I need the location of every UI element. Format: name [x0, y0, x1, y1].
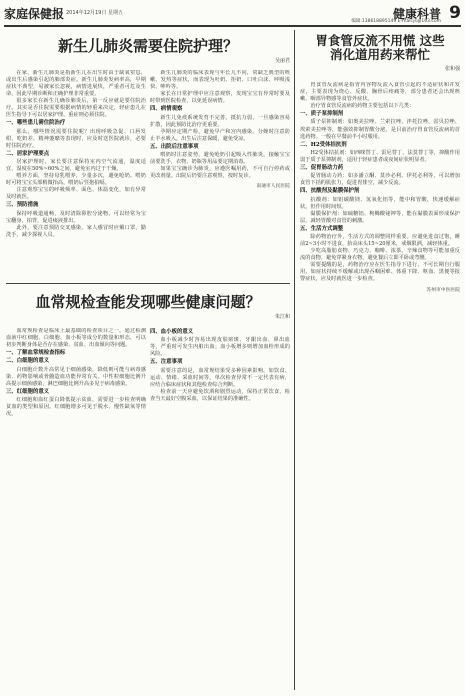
paragraph: 新生儿肺炎的临床表现与年长儿不同，常缺乏典型的咳嗽、发热等症状，而表现为吐奶、拒奶、口吐白沫、呼吸浅快、呻吟等。	[150, 70, 290, 91]
paragraph: 喂养方面，坚持母乳喂养，少量多次，避免呛奶。喂奶时可将宝宝头部稍微抬高，喂奶后竖抱拍嗝。	[6, 173, 146, 187]
article1-column-2	[150, 70, 290, 278]
page-number: 9	[449, 3, 461, 23]
paragraph: 少吃高脂肪食物、巧克力、咖啡、浓茶、辛辣食物等可能加重反流的食物，避免穿紧身衣物，避免餐后立即平卧或弯腰。	[300, 248, 460, 262]
article2-author: 朱江和	[274, 314, 290, 321]
column-divider	[294, 30, 295, 690]
paragraph: 新生儿免疫系统发育不完善，抵抗力弱，一旦感染容易扩散，因此预防比治疗更重要。	[150, 114, 290, 128]
article2-title-block	[6, 290, 290, 332]
paragraph: 喂奶时注意姿势，避免呛奶引起吸入性肺炎。接触宝宝前要洗手，衣物、奶瓶等用品要定期消毒。	[150, 152, 290, 166]
subheading: 五、出院后注意事项	[150, 143, 199, 150]
paragraph: 除药物治疗外，生活方式的调整同样重要。应避免进食过饱，睡前2~3小时不进食，抬高床头15~20厘米，戒烟限酒，减轻体重。	[300, 234, 460, 248]
newspaper-name: 家庭保健报	[4, 7, 65, 21]
subheading: 一、了解血常规检查指标	[6, 350, 66, 357]
paragraph: 抗酸剂：如铝碳酸镁、氢氧化铝等，能中和胃酸，快速缓解症状，但作用时间短。	[300, 196, 460, 210]
subheading: 四、血小板的意义	[150, 329, 194, 335]
article1-column-1	[6, 70, 146, 278]
divider	[6, 283, 290, 284]
paragraph: 促胃肠动力药：如多潘立酮、莫沙必利、伊托必利等，可以增加食管下括约肌张力，促进胃排空，减少反流。	[300, 173, 460, 187]
article1-author: 吴丽君	[274, 58, 290, 65]
paragraph: 需要注意的是，血常规结果受多种因素影响，如饮食、运动、情绪、采血时间等，单次检查异常不一定代表有病，应结合临床症状和其他检查综合判断。	[150, 367, 290, 388]
article3-title: 胃食管反流不用慌 这些消化道用药来帮忙	[315, 34, 445, 63]
subheading: 二、H2受体拮抗剂	[300, 141, 347, 148]
article3-author: 张和强	[444, 65, 460, 72]
paragraph: 胃食管反流病是指胃内容物反流入食管引起的不适症状和并发症，主要表现为烧心、反酸、胸骨后疼痛等，部分患者还会出现咳嗽、咽部异物感等食管外症状。	[300, 82, 460, 103]
subheading: 三、红细胞的意义	[6, 388, 50, 395]
paragraph: 检查前一天应避免饮酒和剧烈运动，保持正常饮食，检查当天最好空腹采血，以保证结果的准确性。	[150, 388, 290, 402]
article3-credit: 苏州市中医医院	[426, 287, 460, 293]
article2-title: 血常规检查能发现哪些健康问题？	[35, 293, 261, 311]
subheading: 四、病情观察	[150, 106, 183, 113]
subheading: 五、生活方式调整	[300, 225, 344, 232]
paragraph: 孕期应定期产检，避免早产和宫内感染。分娩时注意防止羊水吸入，出生后注意保暖，避免受凉。	[150, 128, 290, 142]
paragraph: 保持呼吸道通畅，及时清除鼻腔分泌物，可以经常为宝宝翻身、拍背，促进痰液排出。	[6, 210, 146, 224]
article1-credit: 南通市人民医院	[256, 184, 290, 190]
paragraph: 血小板减少时容易出现皮肤瘀斑、牙龈出血、鼻出血等，严重时可发生内脏出血；血小板增多则增加血栓形成的风险。	[150, 337, 290, 358]
paragraph: 在家，新生儿肺炎是指新生儿在出生时由于缺氧窒息、或出生后感染引起的肺部炎症。新生儿肺炎发病率高，早期症状不典型，易被家长忽视，病情进展快，严重者可危及生命，因此早期诊断和正确护理非常重要。	[6, 70, 146, 98]
subheading: 二、白细胞的意义	[6, 358, 50, 365]
article2-column-2	[150, 328, 290, 690]
paragraph: 血常规检查是临床上最基础的检查项目之一，通过检测血液中红细胞、白细胞、血小板等成分的数量和形态，可以初步判断身体是否存在感染、贫血、出血倾向等问题。	[6, 328, 146, 349]
paragraph: 白细胞计数升高常见于细菌感染，降低则可能与病毒感染、药物影响或骨髓造血功能异常有关。中性粒细胞比例升高提示细菌感染，淋巴细胞比例升高多见于病毒感染。	[6, 366, 146, 387]
paragraph: 家长在日常护理中应注意观察，发现宝宝有异常时要及时带到医院检查，以免延误病情。	[150, 91, 290, 105]
paragraph: 如果宝宝确诊为肺炎，应遵医嘱用药，不可自行停药或更改剂量。出院后仍要注意观察，按时复诊。	[150, 166, 290, 180]
article3-column	[300, 82, 460, 690]
paragraph: 很多家长在新生儿确诊肺炎后，第一反应就是要住院治疗。其实是否住院需要根据病情的轻重来决定，轻症患儿在医生指导下可以居家护理，重症则必须住院。	[6, 98, 146, 119]
issue-date: 2014年12月19日 星期五	[66, 10, 124, 16]
paragraph: 治疗胃食管反流病的药物主要包括以下几类：	[310, 103, 415, 110]
section-title: 健康科普	[392, 7, 441, 21]
paragraph: 那么，哪些情况需要住院呢？出现呼吸急促、口唇发绀、吃奶差、精神萎靡等表现时，应及时送医院就诊，必要时住院治疗。	[6, 128, 146, 149]
subheading: 四、抗酸剂及黏膜保护剂	[300, 188, 360, 195]
subheading: 三、预防措施	[6, 202, 39, 209]
paragraph: 红细胞和血红蛋白降低提示贫血，需要进一步检查明确贫血的类型和原因。红细胞增多可见于脱水、慢性缺氧等情况。	[6, 397, 146, 418]
page-header	[4, 3, 461, 27]
paragraph: 质子泵抑制剂：如奥美拉唑、兰索拉唑、泮托拉唑、雷贝拉唑、埃索美拉唑等，能强效抑制胃酸分泌，是目前治疗胃食管反流病的首选药物。一般在早餐前半小时服用。	[300, 119, 460, 140]
subheading: 一、哪些患儿需住院治疗	[6, 120, 66, 127]
article2-column-1	[6, 328, 146, 690]
paragraph: 注意观察宝宝的呼吸频率、面色、体温变化，如有异常及时就医。	[6, 187, 146, 201]
paragraph: H2受体拮抗剂：如西咪替丁、雷尼替丁、法莫替丁等，抑酸作用弱于质子泵抑制剂，适用于轻症患者或夜间症状明显者。	[300, 149, 460, 163]
article1-title: 新生儿肺炎需要住院护理？	[57, 37, 238, 55]
subheading: 一、质子泵抑制剂	[300, 111, 344, 118]
paragraph: 居家护理时，家长要注意保持室内空气流通，温度适宜，湿度在50%~60%之间，避免室内过于干燥。	[6, 159, 146, 173]
paragraph: 需要提醒的是，药物治疗应在医生指导下进行，不可长期自行服用，如症状持续不缓解或出现吞咽困难、体重下降、呕血、黑便等报警症状，应及时就医进一步检查。	[300, 262, 460, 283]
subheading: 二、居家护理要点	[6, 150, 50, 157]
subheading: 五、注意事项	[150, 359, 183, 366]
paragraph: 黏膜保护剂：如硫糖铝、枸橼酸铋钾等，能在黏膜表面形成保护层，减轻胃酸对食管的刺激。	[300, 210, 460, 224]
editor-line: 编辑:138618895149 E-mail:js@163.com	[351, 19, 441, 24]
subheading: 三、促胃肠动力药	[300, 165, 344, 172]
paragraph: 此外，要注意预防交叉感染，家人感冒时应戴口罩，勤洗手，减少探视人员。	[6, 224, 146, 238]
